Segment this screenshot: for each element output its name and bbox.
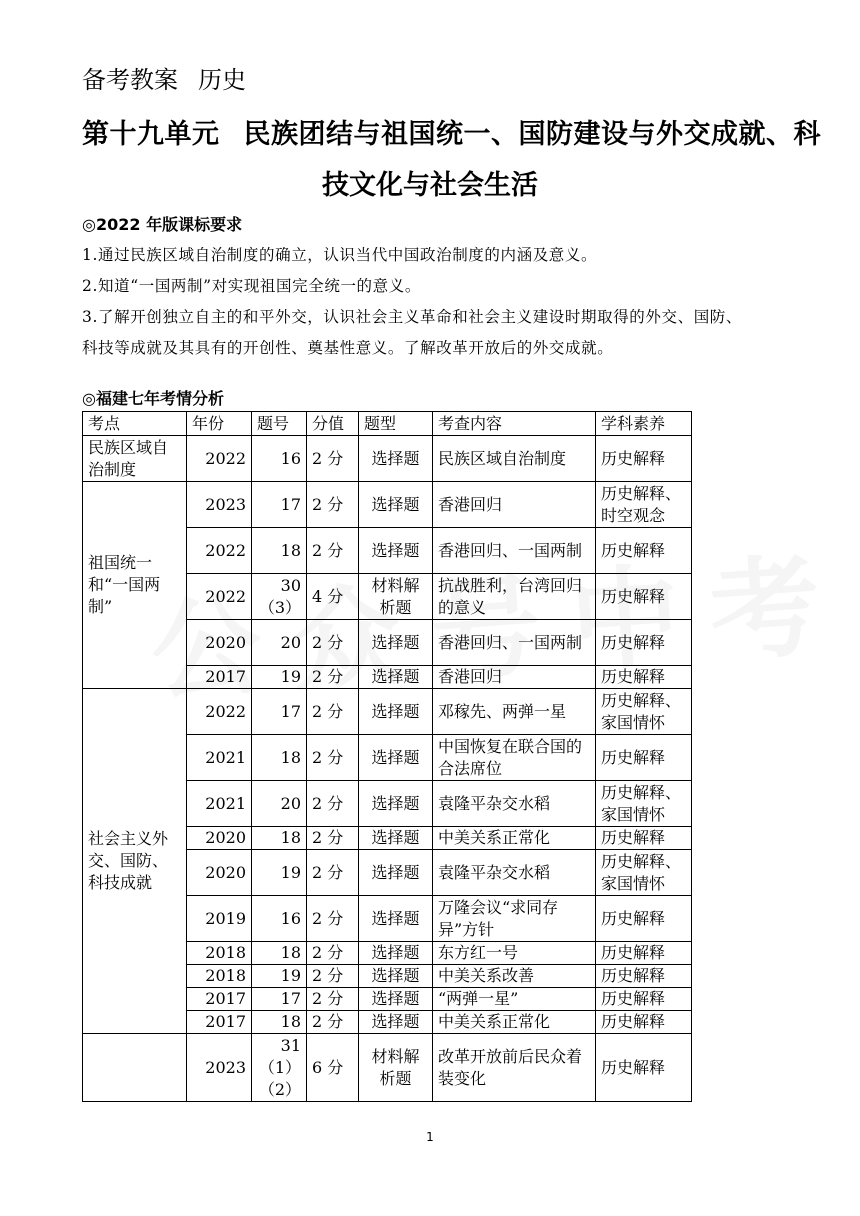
- year-cell: 2021: [187, 735, 252, 781]
- standard-item-3: 3.了解开创独立自主的和平外交，认识社会主义革命和社会主义建设时期取得的外交、国防、: [82, 308, 742, 326]
- question-type-cell: 选择题: [359, 620, 433, 666]
- content-cell: 香港回归、一国两制: [433, 528, 596, 574]
- question-number-cell: 19: [252, 850, 307, 896]
- analysis-heading: ◎福建七年考情分析: [82, 389, 224, 408]
- score-cell: 2 分: [307, 827, 359, 850]
- question-number-cell: 20: [252, 781, 307, 827]
- score-cell: 2 分: [307, 850, 359, 896]
- question-type-cell: 选择题: [359, 528, 433, 574]
- standard-item-3-cont: 科技等成就及其具有的开创性、奠基性意义。了解改革开放后的外交成就。: [82, 339, 614, 357]
- question-number-cell: 18: [252, 528, 307, 574]
- topic-cell: 社会主义外交、国防、科技成就: [83, 689, 187, 1034]
- question-type-cell: 选择题: [359, 436, 433, 482]
- literacy-cell: 历史解释: [596, 666, 692, 689]
- content-cell: 中美关系正常化: [433, 827, 596, 850]
- question-type-cell: 选择题: [359, 482, 433, 528]
- literacy-cell: 历史解释: [596, 827, 692, 850]
- literacy-cell: 历史解释: [596, 942, 692, 965]
- question-number-cell: 18: [252, 942, 307, 965]
- content-cell: 邓稼先、两弹一星: [433, 689, 596, 735]
- score-cell: 2 分: [307, 528, 359, 574]
- column-header: 题号: [252, 412, 307, 436]
- question-number-cell: 19: [252, 965, 307, 988]
- literacy-cell: 历史解释: [596, 988, 692, 1011]
- exam-analysis-table: [82, 411, 692, 1102]
- question-type-cell: 选择题: [359, 781, 433, 827]
- literacy-cell: 历史解释: [596, 896, 692, 942]
- year-cell: 2022: [187, 574, 252, 620]
- table-header-row: [83, 412, 692, 436]
- year-cell: 2022: [187, 436, 252, 482]
- table-row: [83, 1034, 692, 1102]
- column-header: 考查内容: [433, 412, 596, 436]
- question-type-cell: 选择题: [359, 942, 433, 965]
- year-cell: 2018: [187, 965, 252, 988]
- content-cell: 中国恢复在联合国的合法席位: [433, 735, 596, 781]
- question-number-cell: 18: [252, 1011, 307, 1034]
- literacy-cell: 历史解释、家国情怀: [596, 850, 692, 896]
- score-cell: 2 分: [307, 482, 359, 528]
- unit-number: 第十九单元: [82, 119, 220, 150]
- content-cell: 袁隆平杂交水稻: [433, 781, 596, 827]
- literacy-cell: 历史解释: [596, 574, 692, 620]
- score-cell: 2 分: [307, 1011, 359, 1034]
- literacy-cell: 历史解释、时空观念: [596, 482, 692, 528]
- topic-cell: [83, 1034, 187, 1102]
- page-number: 1: [426, 1130, 434, 1144]
- year-cell: 2020: [187, 850, 252, 896]
- content-cell: 万隆会议“求同存异”方针: [433, 896, 596, 942]
- content-cell: “两弹一星”: [433, 988, 596, 1011]
- question-type-cell: 选择题: [359, 988, 433, 1011]
- question-type-cell: 材料解析题: [359, 1034, 433, 1102]
- topic-cell: 民族区域自治制度: [83, 436, 187, 482]
- question-number-cell: 17: [252, 689, 307, 735]
- table-row: [83, 689, 692, 735]
- score-cell: 4 分: [307, 574, 359, 620]
- column-header: 分值: [307, 412, 359, 436]
- literacy-cell: 历史解释: [596, 620, 692, 666]
- content-cell: 抗战胜利，台湾回归的意义: [433, 574, 596, 620]
- column-header: 年份: [187, 412, 252, 436]
- score-cell: 2 分: [307, 735, 359, 781]
- content-cell: 改革开放前后民众着装变化: [433, 1034, 596, 1102]
- question-number-cell: 19: [252, 666, 307, 689]
- literacy-cell: 历史解释、家国情怀: [596, 781, 692, 827]
- question-number-cell: 30（3）: [252, 574, 307, 620]
- standards-list: [82, 240, 782, 364]
- question-type-cell: 选择题: [359, 850, 433, 896]
- unit-title-line2: 技文化与社会生活: [322, 170, 538, 201]
- score-cell: 2 分: [307, 896, 359, 942]
- question-number-cell: 20: [252, 620, 307, 666]
- question-type-cell: 材料解析题: [359, 574, 433, 620]
- score-cell: 2 分: [307, 965, 359, 988]
- year-cell: 2021: [187, 781, 252, 827]
- content-cell: 中美关系正常化: [433, 1011, 596, 1034]
- year-cell: 2017: [187, 988, 252, 1011]
- question-number-cell: 16: [252, 896, 307, 942]
- score-cell: 2 分: [307, 781, 359, 827]
- question-type-cell: 选择题: [359, 827, 433, 850]
- standards-heading: ◎2022 年版课标要求: [82, 215, 243, 234]
- question-number-cell: 17: [252, 482, 307, 528]
- content-cell: 香港回归: [433, 666, 596, 689]
- column-header: 学科素养: [596, 412, 692, 436]
- score-cell: 2 分: [307, 689, 359, 735]
- question-number-cell: 31（1）（2）: [252, 1034, 307, 1102]
- content-cell: 民族区域自治制度: [433, 436, 596, 482]
- literacy-cell: 历史解释: [596, 965, 692, 988]
- score-cell: 6 分: [307, 1034, 359, 1102]
- table-row: [83, 482, 692, 528]
- year-cell: 2022: [187, 689, 252, 735]
- year-cell: 2018: [187, 942, 252, 965]
- content-cell: 香港回归、一国两制: [433, 620, 596, 666]
- score-cell: 2 分: [307, 942, 359, 965]
- question-number-cell: 18: [252, 827, 307, 850]
- table-row: [83, 436, 692, 482]
- question-number-cell: 18: [252, 735, 307, 781]
- question-type-cell: 选择题: [359, 735, 433, 781]
- year-cell: 2019: [187, 896, 252, 942]
- standard-item-1: 1.通过民族区域自治制度的确立，认识当代中国政治制度的内涵及意义。: [82, 246, 598, 264]
- column-header: 题型: [359, 412, 433, 436]
- score-cell: 2 分: [307, 988, 359, 1011]
- literacy-cell: 历史解释: [596, 1011, 692, 1034]
- year-cell: 2017: [187, 666, 252, 689]
- standard-item-2: 2.知道“一国两制”对实现祖国完全统一的意义。: [82, 277, 421, 295]
- unit-title-main: 民族团结与祖国统一、国防建设与外交成就、科: [243, 119, 821, 150]
- question-number-cell: 17: [252, 988, 307, 1011]
- question-type-cell: 选择题: [359, 896, 433, 942]
- content-cell: 中美关系改善: [433, 965, 596, 988]
- literacy-cell: 历史解释: [596, 528, 692, 574]
- year-cell: 2022: [187, 528, 252, 574]
- score-cell: 2 分: [307, 436, 359, 482]
- literacy-cell: 历史解释: [596, 1034, 692, 1102]
- header-left: 备考教案: [82, 66, 178, 94]
- question-type-cell: 选择题: [359, 1011, 433, 1034]
- content-cell: 香港回归: [433, 482, 596, 528]
- content-cell: 袁隆平杂交水稻: [433, 850, 596, 896]
- score-cell: 2 分: [307, 620, 359, 666]
- literacy-cell: 历史解释: [596, 436, 692, 482]
- year-cell: 2020: [187, 620, 252, 666]
- column-header: 考点: [83, 412, 187, 436]
- literacy-cell: 历史解释、家国情怀: [596, 689, 692, 735]
- year-cell: 2023: [187, 1034, 252, 1102]
- literacy-cell: 历史解释: [596, 735, 692, 781]
- question-type-cell: 选择题: [359, 965, 433, 988]
- header-right: 历史: [198, 66, 246, 94]
- year-cell: 2020: [187, 827, 252, 850]
- topic-cell: 祖国统一和“一国两制”: [83, 482, 187, 689]
- question-number-cell: 16: [252, 436, 307, 482]
- question-type-cell: 选择题: [359, 666, 433, 689]
- content-cell: 东方红一号: [433, 942, 596, 965]
- question-type-cell: 选择题: [359, 689, 433, 735]
- unit-title-line1: [82, 112, 821, 151]
- year-cell: 2017: [187, 1011, 252, 1034]
- score-cell: 2 分: [307, 666, 359, 689]
- year-cell: 2023: [187, 482, 252, 528]
- document-header: [82, 60, 246, 95]
